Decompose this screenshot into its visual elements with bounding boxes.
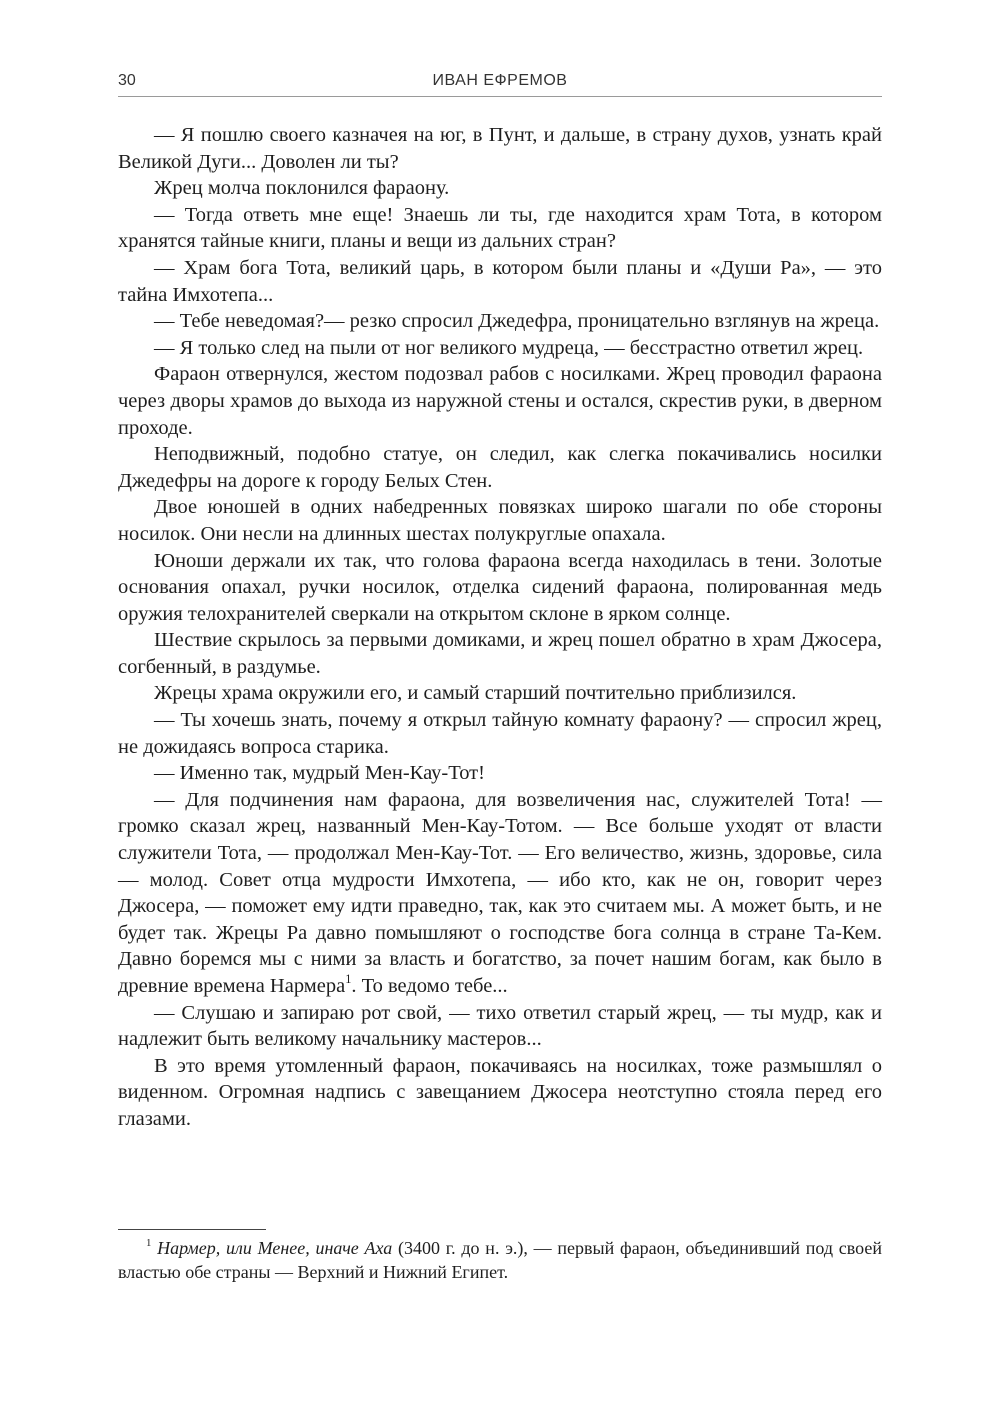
page-number: 30 [118, 72, 136, 89]
paragraph: — Тебе неведомая?— резко спросил Джедефра, проницательно взглянув на жреца. [154, 310, 880, 333]
paragraph: Юноши держали их так, что голова фараона всегда находилась в тени. Золотые основания опахал, ручки носилок, отделка сидений фараона, полированная медь оружия телохранителей сверкали на открытом склоне в ярком солнце. [118, 549, 882, 625]
paragraph: — Ты хочешь знать, почему я открыл тайную комнату фараону? — спросил жрец, не дожидаясь вопроса старика. [118, 709, 882, 758]
paragraph: Двое юношей в одних набедренных повязках широко шагали по обе стороны носилок. Они несли на длинных шестах полукруглые опахала. [118, 496, 882, 545]
paragraph: Жрецы храма окружили его, и самый старший почтительно приблизился. [154, 682, 797, 705]
paragraph: В это время утомленный фараон, покачиваясь на носилках, тоже размышлял о виденном. Огромная надпись с завещанием Джосера неотступно стояла перед его глазами. [118, 1054, 882, 1130]
paragraph-with-footnote [118, 787, 882, 1000]
footnote-italic-term: Нармер, или Менее, иначе Аха [157, 1238, 393, 1258]
paragraph: Неподвижный, подобно статуе, он следил, как слегка покачивались носилки Джедефры на дороге к городу Белых Стен. [118, 443, 882, 492]
page-header [118, 68, 882, 97]
paragraph: Фараон отвернулся, жестом подозвал рабов с носилками. Жрец проводил фараона через дворы храмов до выхода из наружной стены и остался, скрестив руки, в дверном проходе. [118, 363, 882, 439]
paragraph: — Слушаю и запираю рот свой, — тихо ответил старый жрец, — ты мудр, как и надлежит быть великому начальнику мастеров... [118, 1001, 882, 1051]
paragraph: — Я пошлю своего казначея на юг, в Пунт, и дальше, в страну духов, узнать край Великой Дуги... Доволен ли ты? [118, 124, 882, 173]
main-text [118, 122, 882, 1133]
paragraph: Шествие скрылось за первыми домиками, и жрец пошел обратно в храм Джосера, согбенный, в раздумье. [118, 629, 882, 678]
footnote-text: (3400 г. до н. э.), — первый фараон, объединивший под своей властью обе страны — Верхний и Нижний Египет. [118, 1238, 882, 1282]
footnote-marker: 1 [146, 1236, 152, 1249]
paragraph-tail: . То ведомо тебе... [351, 975, 508, 997]
footnote-paragraph [118, 1236, 882, 1284]
paragraph-text: — Для подчинения нам фараона, для возвеличения нас, служителей Тота! — громко сказал жрец, названный Мен-Кау-Тотом. — Все больше уходят от власти служители Тота, — продолжал Мен-Кау-Тот. — Его величество, жизнь, здоровье, сила — молод. Совет отца мудрости Имхотепа, — ибо кто, как не он, говорит через Джосера, — поможет ему идти праведно, так, как это считаем мы. А может быть, и не будет так. Жрецы Ра давно помышляют о господстве бога солнца в стране Та-Кем. Давно боремся мы с ними за власть и богатство, за почет нашим богам, как было в древние времена Нармера [118, 788, 882, 997]
running-title: ИВАН ЕФРЕМОВ [432, 72, 568, 89]
footnote-divider [118, 1229, 266, 1230]
footnote-reference[interactable]: 1 [345, 971, 352, 986]
paragraph: — Именно так, мудрый Мен-Кау-Тот! [154, 762, 485, 785]
paragraph: — Тогда ответь мне еще! Знаешь ли ты, где находится храм Тота, в котором хранятся тайные книги, планы и вещи из дальних стран? [118, 203, 882, 253]
paragraph: — Храм бога Тота, великий царь, в котором были планы и «Души Ра», — это тайна Имхотепа... [118, 256, 882, 306]
footnote [118, 1236, 882, 1284]
paragraph: Жрец молча поклонился фараону. [154, 177, 450, 200]
paragraph: — Я только след на пыли от ног великого мудреца, — бесстрастно ответил жрец. [154, 336, 864, 359]
